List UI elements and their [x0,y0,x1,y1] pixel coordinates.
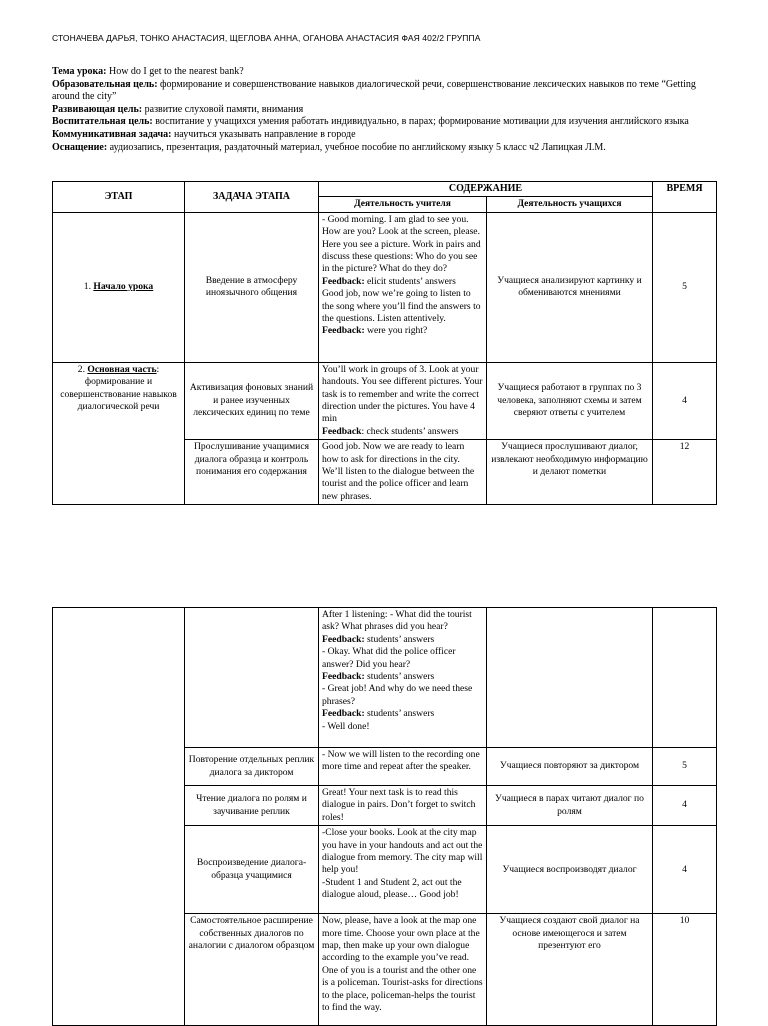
header-content: СОДЕРЖАНИЕ [319,182,653,197]
time-cell: 12 [653,440,717,505]
teacher-text: students’ answers [364,633,435,645]
task-cell: Прослушивание учащимися диалога образца и контроль понимания его содержания [185,440,319,505]
students-activity-cell [487,608,653,748]
feedback-label: Feedback: [322,633,365,645]
time-cell [653,608,717,748]
students-activity-cell: Учащиеся воспроизводят диалог [487,826,653,914]
feedback-label: Feedback: [322,275,365,287]
teacher-text: - Okay. What did the police officer answer? Did you hear? [322,646,456,670]
feedback-label: Feedback: [322,325,365,337]
teacher-text: - Good morning. I am glad to see you. How are you? Look at the screen, please. Here you see a picture. Work in pairs and discuss these questions: Who do you see in the picture? What do they do? [322,213,481,275]
teacher-text: After 1 listening: - What did the tourist ask? What phrases did you hear? [322,609,472,633]
header-stage: ЭТАП [53,182,185,213]
teacher-line [322,721,483,733]
table-row [53,362,717,439]
lesson-plan-table-part-2 [52,607,717,1026]
info-text: воспитание у учащихся умения работать индивидуально, в парах; формирование мотивации для изучения английского языка [152,116,689,128]
teacher-line [322,749,483,774]
header-time: ВРЕМЯ [653,182,717,213]
time-cell: 10 [653,914,717,1026]
teacher-text: Now, please, have a look at the map one more time. Choose your own place at the map, then make up your own dialogue according to the example you’ve read. One of you is a tourist and the other one is a policeman. Tourist-asks for directions to the place, policeman-helps the tourist to find the way. [322,915,483,1014]
task-cell: Чтение диалога по ролям и заучивание реплик [185,786,319,826]
lesson-info [52,66,712,154]
task-cell: Активизация фоновых знаний и ранее изученных лексических единиц по теме [185,362,319,439]
teacher-text: students’ answers [364,708,435,720]
feedback-label: Feedback [322,425,362,437]
teacher-line [322,646,483,671]
teacher-activity-cell [319,440,487,505]
table-row [53,212,717,362]
teacher-line [322,288,483,325]
teacher-activity-cell [319,608,487,748]
table-row [53,608,717,748]
task-cell: Самостоятельное расширение собственных диалогов по аналогии с диалогом образцом [185,914,319,1026]
teacher-text: : check students’ answers [361,425,459,437]
stage-cell: 1. Начало урока [53,212,185,362]
teacher-activity-cell [319,826,487,914]
info-text: аудиозапись, презентация, раздаточный материал, учебное пособие по английскому языку 5 класс ч2 Лапицкая Л.М. [107,141,606,153]
task-cell: Повторение отдельных реплик диалога за диктором [185,748,319,786]
teacher-activity-cell [319,212,487,362]
header-teacher-activity: Деятельность учителя [319,197,487,212]
time-cell: 5 [653,212,717,362]
info-developing-goal [52,104,712,117]
students-activity-cell: Учащиеся работают в группах по 3 человека, заполняют схемы и затем сверяют ответы с учителем [487,362,653,439]
students-activity-cell: Учащиеся создают свой диалог на основе имеющегося и затем презентуют его [487,914,653,1026]
teacher-line [322,214,483,276]
teacher-activity-cell [319,748,487,786]
info-label: Коммуникативная задача: [52,128,172,140]
students-activity-cell: Учащиеся анализируют картинку и обмениваются мнениями [487,212,653,362]
teacher-text: Good job. Now we are ready to learn how to ask for directions in the city. We’ll listen to the dialogue between the tourist and the police officer and learn new phrases. [322,441,475,502]
teacher-line [322,708,483,720]
teacher-line [322,683,483,708]
info-text: формирование и совершенствование навыков диалогической речи, совершенствование лексических навыков по теме “Getting around the city” [52,78,696,103]
feedback-label: Feedback: [322,708,365,720]
header-students-activity: Деятельность учащихся [487,197,653,212]
students-activity-cell: Учащиеся в парах читают диалог по ролям [487,786,653,826]
info-label: Тема урока: [52,66,107,77]
teacher-text: You’ll work in groups of 3. Look at your handouts. You see different pictures. Your task is to remember and write the correct direction under the pictures. You have 4 min [322,363,483,425]
info-text: How do I get to the nearest bank? [106,66,244,77]
teacher-text: -Close your books. Look at the city map you have in your handouts and act out the dialogue from memory. The city map will help you! [322,827,483,876]
authors-header: СТОНАЧЕВА ДАРЬЯ, ТОНКО АНАСТАСИЯ, ЩЕГЛОВА АННА, ОГАНОВА АНАСТАСИЯ ФАЯ 402/2 ГРУППА [52,33,481,43]
teacher-line [322,426,483,438]
task-cell: Введение в атмосферу иноязычного общения [185,212,319,362]
task-cell: Воспроизведение диалога-образца учащимися [185,826,319,914]
info-label: Оснащение: [52,141,108,153]
teacher-activity-cell [319,786,487,826]
stage-cell [53,608,185,1026]
teacher-line [322,441,483,503]
students-activity-cell: Учащиеся прослушивают диалог, извлекают необходимую информацию и делают пометки [487,440,653,505]
teacher-text: Good job, now we’re going to listen to the song where you’ll find the answers to the questions. Listen attentively. [322,288,481,325]
lesson-plan-table-part-1 [52,181,717,505]
teacher-line [322,634,483,646]
teacher-line [322,915,483,1014]
info-equipment [52,142,712,155]
teacher-activity-cell [319,362,487,439]
time-cell: 5 [653,748,717,786]
teacher-activity-cell [319,914,487,1026]
teacher-text: students’ answers [364,671,435,683]
info-communicative-task [52,129,712,142]
teacher-text: were you right? [364,325,428,337]
teacher-line [322,276,483,288]
time-cell: 4 [653,826,717,914]
teacher-line [322,609,483,634]
teacher-line [322,325,483,337]
time-cell: 4 [653,362,717,439]
teacher-line [322,671,483,683]
teacher-text: Great! Your next task is to read this dialogue in pairs. Don’t forget to switch roles! [322,787,476,823]
stage-cell: 2. Основная часть: формирование и совершенствование навыков диалогической речи [53,362,185,504]
teacher-line [322,787,483,824]
teacher-text: - Now we will listen to the recording one more time and repeat after the speaker. [322,749,480,773]
teacher-text: elicit students’ answers [364,275,456,287]
teacher-line [322,827,483,877]
info-text: развитие слуховой памяти, внимания [142,103,304,115]
header-task: ЗАДАЧА ЭТАПА [185,182,319,213]
info-label: Воспитательная цель: [52,116,153,128]
info-topic [52,66,712,79]
teacher-text: -Student 1 and Student 2, act out the dialogue aloud, please… Good job! [322,876,462,901]
teacher-text: - Well done! [322,720,370,732]
info-text: научиться указывать направление в городе [171,128,356,140]
info-label: Образовательная цель: [52,78,158,90]
teacher-text: - Great job! And why do we need these phrases? [322,683,473,707]
teacher-line [322,364,483,426]
info-upbringing-goal [52,116,712,129]
task-cell [185,608,319,748]
teacher-line [322,877,483,902]
feedback-label: Feedback: [322,671,365,683]
time-cell: 4 [653,786,717,826]
students-activity-cell: Учащиеся повторяют за диктором [487,748,653,786]
info-educational-goal [52,79,712,104]
info-label: Развивающая цель: [52,103,143,115]
